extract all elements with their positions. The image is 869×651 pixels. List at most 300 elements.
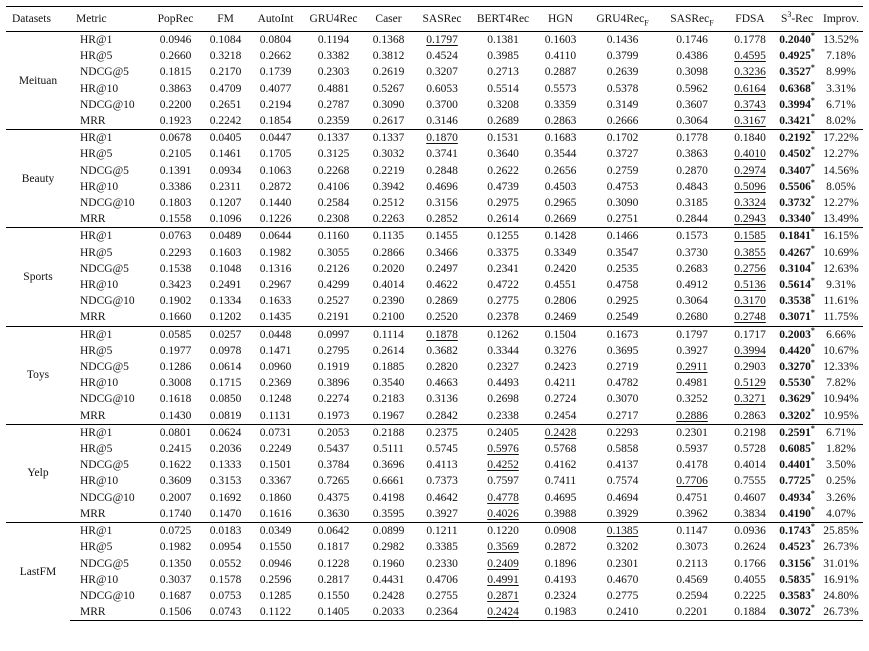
value-cell: 0.3863 — [159, 82, 192, 95]
value-cell: 0.2359 — [317, 115, 350, 128]
model-header — [303, 7, 364, 32]
table-row — [6, 32, 863, 49]
value-cell: 0.3834 — [734, 507, 766, 520]
value-cell: 0.0743 — [203, 604, 248, 621]
best-value-cell: 0.5614* — [779, 276, 815, 292]
improvement-cell: 7.18% — [826, 50, 856, 63]
metric-name: NDCG@5 — [80, 361, 129, 374]
value-cell: 0.2639 — [606, 66, 639, 79]
model-name: SASRec — [670, 13, 710, 25]
value-cell: 0.0946 — [259, 557, 292, 570]
table-row — [6, 179, 863, 195]
value-cell: 0.4193 — [544, 573, 577, 586]
value-cell: 0.2614 — [487, 213, 519, 226]
metric-name: HR@5 — [80, 541, 113, 554]
value-cell: 0.5267 — [372, 82, 405, 95]
table-row — [6, 211, 863, 228]
value-cell: 0.3799 — [606, 50, 639, 63]
value-cell: 0.3208 — [487, 98, 519, 111]
value-cell: 0.1817 — [317, 541, 350, 554]
value-cell: 0.3696 — [372, 459, 405, 472]
value-cell: 0.1778 — [659, 130, 725, 147]
value-cell: 0.2364 — [413, 604, 471, 621]
value-cell: 0.3218 — [209, 50, 242, 63]
value-cell: 0.1884 — [725, 604, 775, 621]
model-header — [586, 7, 659, 32]
value-cell: 0.4055 — [734, 573, 766, 586]
improvement-cell: 3.26% — [826, 491, 856, 504]
value-cell: 0.2007 — [159, 491, 192, 504]
second-best-value-cell: 0.1385 — [586, 523, 659, 540]
value-cell: 0.5378 — [606, 82, 639, 95]
value-cell: 0.3386 — [159, 180, 192, 193]
value-cell: 0.1286 — [159, 361, 192, 374]
improvement-cell: 10.67% — [823, 344, 859, 357]
value-cell: 0.0183 — [203, 523, 248, 540]
second-best-value-cell: 0.7706 — [676, 475, 708, 488]
value-cell: 0.0801 — [148, 424, 203, 441]
value-cell: 0.2887 — [544, 66, 577, 79]
best-value-cell: 0.2591* — [775, 424, 819, 441]
model-name: S — [780, 13, 788, 25]
value-cell: 0.2719 — [606, 361, 639, 374]
table-row — [6, 48, 863, 64]
value-cell: 0.2651 — [209, 98, 242, 111]
significance-star: * — [810, 63, 815, 73]
second-best-value-cell: 0.3855 — [734, 246, 766, 259]
value-cell: 0.0819 — [209, 409, 242, 422]
value-cell: 0.1436 — [606, 34, 639, 46]
best-value-cell: 0.7725* — [779, 472, 815, 488]
value-cell: 0.1618 — [159, 393, 192, 406]
value-cell: 0.2817 — [317, 573, 350, 586]
best-value-cell: 0.5835* — [779, 570, 815, 586]
model-header — [471, 7, 535, 32]
significance-star: * — [810, 276, 815, 286]
value-cell: 0.2624 — [734, 541, 766, 554]
significance-star: * — [810, 325, 815, 335]
value-cell: 0.2759 — [606, 164, 639, 177]
significance-star: * — [810, 194, 815, 204]
metric-name: MRR — [80, 311, 106, 324]
value-cell: 0.3153 — [209, 475, 242, 488]
value-cell: 0.1977 — [159, 344, 192, 357]
significance-star: * — [810, 31, 815, 41]
value-cell: 0.1766 — [734, 557, 766, 570]
value-cell: 0.4569 — [676, 573, 708, 586]
best-value-cell: 0.3407* — [779, 161, 815, 177]
value-cell: 0.1316 — [259, 262, 292, 275]
value-cell: 0.2619 — [372, 66, 405, 79]
value-cell: 0.1692 — [209, 491, 242, 504]
value-cell: 0.2965 — [544, 197, 577, 210]
metric-name: NDCG@10 — [80, 589, 135, 602]
value-cell: 0.2301 — [606, 557, 639, 570]
value-cell: 0.5514 — [487, 82, 519, 95]
value-cell: 0.4211 — [544, 377, 577, 390]
metric-name: NDCG@5 — [80, 164, 129, 177]
metric-name: NDCG@10 — [80, 295, 135, 308]
value-cell: 0.1538 — [159, 262, 192, 275]
value-cell: 0.2717 — [606, 409, 639, 422]
improv-header: Improv. — [819, 7, 863, 32]
value-cell: 0.4113 — [426, 459, 458, 472]
value-cell: 0.3609 — [159, 475, 192, 488]
metric-header: Metric — [70, 7, 148, 32]
best-value-cell: 0.3527* — [779, 63, 815, 79]
metric-name: NDCG@10 — [80, 393, 135, 406]
value-cell: 0.3929 — [606, 507, 639, 520]
value-cell: 0.2903 — [734, 361, 766, 374]
value-cell: 0.1440 — [259, 197, 292, 210]
significance-star: * — [810, 342, 815, 352]
model-header — [659, 7, 725, 32]
value-cell: 0.3359 — [544, 98, 577, 111]
improvement-cell: 9.31% — [826, 279, 856, 292]
value-cell: 0.3640 — [487, 148, 519, 161]
value-cell: 0.3156 — [426, 197, 458, 210]
value-cell: 0.1687 — [159, 589, 192, 602]
value-cell: 0.3942 — [372, 180, 405, 193]
value-cell: 0.3630 — [317, 507, 350, 520]
metric-name: MRR — [80, 507, 106, 520]
metric-name: MRR — [70, 604, 148, 621]
value-cell: 0.2925 — [606, 295, 639, 308]
value-cell: 0.3727 — [606, 148, 639, 161]
second-best-value-cell: 0.2974 — [734, 164, 766, 177]
value-cell: 0.1550 — [317, 589, 350, 602]
metric-name: HR@5 — [80, 443, 113, 456]
best-value-cell: 0.3340* — [779, 210, 815, 226]
table-row — [6, 391, 863, 407]
value-cell: 0.0899 — [364, 523, 413, 540]
value-cell: 0.1960 — [372, 557, 405, 570]
value-cell: 0.3008 — [159, 377, 192, 390]
value-cell: 0.3367 — [259, 475, 292, 488]
best-value-cell: 0.4267* — [779, 243, 815, 259]
value-cell: 0.1885 — [372, 361, 405, 374]
value-cell: 0.1391 — [159, 164, 192, 177]
metric-name: MRR — [80, 409, 106, 422]
value-cell: 0.3125 — [317, 148, 350, 161]
model-name: GRU4Rec — [309, 13, 358, 25]
value-cell: 0.4695 — [544, 491, 577, 504]
value-cell: 0.2755 — [426, 589, 458, 602]
improvement-cell: 17.22% — [819, 130, 863, 147]
value-cell: 0.0448 — [248, 326, 303, 343]
value-cell: 0.2549 — [606, 311, 639, 324]
value-cell: 0.4386 — [676, 50, 708, 63]
table-row — [6, 277, 863, 293]
dataset-name: LastFM — [6, 523, 70, 621]
improvement-cell: 16.91% — [823, 573, 859, 586]
value-cell: 0.1673 — [586, 326, 659, 343]
value-cell: 0.4694 — [606, 491, 639, 504]
value-cell: 0.2303 — [317, 66, 350, 79]
metric-name: HR@1 — [70, 326, 148, 343]
value-cell: 0.1084 — [209, 34, 242, 46]
value-cell: 0.2975 — [487, 197, 519, 210]
second-best-value-cell: 0.5096 — [734, 180, 766, 193]
table-row — [6, 195, 863, 211]
value-cell: 0.4162 — [544, 459, 577, 472]
value-cell: 0.2327 — [487, 361, 519, 374]
value-cell: 0.2698 — [487, 393, 519, 406]
value-cell: 0.4753 — [606, 180, 639, 193]
value-cell: 0.3607 — [676, 98, 708, 111]
value-cell: 0.1255 — [471, 228, 535, 245]
significance-star: * — [810, 587, 815, 597]
metric-name: MRR — [80, 115, 106, 128]
value-cell: 0.2191 — [317, 311, 350, 324]
value-cell: 0.1455 — [413, 228, 471, 245]
best-value-cell: 0.3202* — [779, 406, 815, 422]
value-cell: 0.1471 — [259, 344, 292, 357]
value-cell: 0.2105 — [159, 148, 192, 161]
value-cell: 0.1262 — [471, 326, 535, 343]
value-cell: 0.3682 — [426, 344, 458, 357]
value-cell: 0.3730 — [676, 246, 708, 259]
metric-name: NDCG@10 — [80, 491, 135, 504]
value-cell: 0.2100 — [372, 311, 405, 324]
significance-star: * — [810, 95, 815, 105]
value-cell: 0.2775 — [487, 295, 519, 308]
improvement-cell: 16.15% — [819, 228, 863, 245]
value-cell: 0.5111 — [373, 443, 404, 456]
model-name: AutoInt — [257, 13, 294, 25]
value-cell: 0.7373 — [426, 475, 458, 488]
value-cell: 0.1573 — [659, 228, 725, 245]
value-cell: 0.2469 — [544, 311, 577, 324]
value-cell: 0.4706 — [426, 573, 458, 586]
table-row — [6, 343, 863, 359]
model-header — [248, 7, 303, 32]
significance-star: * — [810, 554, 815, 564]
value-cell: 0.1558 — [159, 213, 192, 226]
table-row — [6, 539, 863, 555]
table-row — [6, 163, 863, 179]
significance-star: * — [810, 145, 815, 155]
significance-star: * — [810, 79, 815, 89]
table-row — [6, 228, 863, 245]
value-cell: 0.4642 — [426, 491, 458, 504]
value-cell: 0.1739 — [259, 66, 292, 79]
metric-name: HR@1 — [70, 523, 148, 540]
dataset-name: Sports — [6, 228, 70, 326]
value-cell: 0.1131 — [259, 409, 292, 422]
value-cell: 0.2225 — [734, 589, 766, 602]
value-cell: 0.2428 — [372, 589, 405, 602]
value-cell: 0.2614 — [372, 344, 405, 357]
value-cell: 0.2863 — [734, 409, 766, 422]
value-cell: 0.4014 — [372, 279, 405, 292]
value-cell: 0.1285 — [259, 589, 292, 602]
dataset-group — [6, 130, 863, 228]
metric-name: HR@10 — [80, 573, 119, 586]
metric-name: HR@10 — [80, 377, 119, 390]
dataset-group — [6, 326, 863, 424]
best-value-cell: 0.2040* — [779, 31, 815, 46]
value-cell: 0.2378 — [487, 311, 519, 324]
best-value-cell: 0.3072* — [775, 604, 819, 621]
value-cell: 0.1506 — [148, 604, 203, 621]
value-cell: 0.4696 — [426, 180, 458, 193]
improvement-cell: 6.71% — [826, 98, 856, 111]
second-best-value-cell: 0.3271 — [734, 393, 766, 406]
table-row — [6, 326, 863, 343]
value-cell: 0.2020 — [372, 262, 405, 275]
improvement-cell: 8.02% — [826, 115, 856, 128]
table-row — [6, 64, 863, 80]
value-cell: 0.1368 — [372, 34, 405, 46]
value-cell: 0.2274 — [317, 393, 350, 406]
value-cell: 0.5573 — [544, 82, 577, 95]
value-cell: 0.0349 — [248, 523, 303, 540]
significance-star: * — [810, 308, 815, 318]
improvement-cell: 11.75% — [823, 311, 859, 324]
value-cell: 0.0753 — [209, 589, 242, 602]
value-cell: 0.3090 — [606, 197, 639, 210]
table-row — [6, 375, 863, 391]
value-cell: 0.1248 — [259, 393, 292, 406]
value-cell: 0.0978 — [209, 344, 242, 357]
value-cell: 0.1461 — [209, 148, 242, 161]
significance-star: * — [810, 390, 815, 400]
value-cell: 0.2844 — [676, 213, 708, 226]
second-best-value-cell: 0.5129 — [734, 377, 766, 390]
improvement-cell: 12.27% — [823, 148, 859, 161]
best-value-cell: 0.2003* — [775, 326, 819, 343]
value-cell: 0.2375 — [413, 424, 471, 441]
value-cell: 0.1466 — [586, 228, 659, 245]
model-name-sub: F — [709, 18, 714, 28]
model-name-sub: F — [644, 18, 649, 28]
value-cell: 0.2848 — [426, 164, 458, 177]
value-cell: 0.1428 — [535, 228, 586, 245]
value-cell: 0.3349 — [544, 246, 577, 259]
value-cell: 0.1096 — [209, 213, 242, 226]
value-cell: 0.1902 — [159, 295, 192, 308]
metric-name: HR@1 — [70, 228, 148, 245]
value-cell: 0.0614 — [209, 361, 242, 374]
table-row — [6, 245, 863, 261]
significance-star: * — [810, 112, 815, 122]
value-cell: 0.1048 — [209, 262, 242, 275]
value-cell: 0.1815 — [159, 66, 192, 79]
value-cell: 0.3988 — [544, 507, 577, 520]
value-cell: 0.2308 — [317, 213, 350, 226]
value-cell: 0.3784 — [317, 459, 350, 472]
value-cell: 0.2263 — [372, 213, 405, 226]
value-cell: 0.4299 — [317, 279, 350, 292]
improvement-cell: 13.49% — [823, 213, 859, 226]
significance-star: * — [810, 472, 815, 482]
value-cell: 0.0725 — [148, 523, 203, 540]
value-cell: 0.4178 — [676, 459, 708, 472]
value-cell: 0.3962 — [676, 507, 708, 520]
best-value-cell: 0.3156* — [779, 554, 815, 570]
best-value-cell: 0.4934* — [779, 488, 815, 504]
value-cell: 0.2183 — [372, 393, 405, 406]
value-cell: 0.1160 — [303, 228, 364, 245]
value-cell: 0.3985 — [487, 50, 519, 63]
value-cell: 0.2249 — [259, 443, 292, 456]
value-cell: 0.2872 — [544, 541, 577, 554]
improvement-cell: 3.31% — [826, 82, 856, 95]
value-cell: 0.0960 — [259, 361, 292, 374]
significance-star: * — [810, 488, 815, 498]
value-cell: 0.2410 — [586, 604, 659, 621]
best-value-cell: 0.3538* — [779, 292, 815, 308]
value-cell: 0.1381 — [487, 34, 519, 46]
value-cell: 0.2201 — [659, 604, 725, 621]
table-row — [6, 113, 863, 130]
value-cell: 0.1919 — [317, 361, 350, 374]
value-cell: 0.3207 — [426, 66, 458, 79]
table-row — [6, 261, 863, 277]
value-cell: 0.2775 — [606, 589, 639, 602]
significance-star: * — [810, 406, 815, 416]
value-cell: 0.4722 — [487, 279, 519, 292]
value-cell: 0.2662 — [259, 50, 292, 63]
value-cell: 0.1715 — [209, 377, 242, 390]
value-cell: 0.1717 — [725, 326, 775, 343]
value-cell: 0.3276 — [544, 344, 577, 357]
significance-star: * — [810, 538, 815, 548]
second-best-value-cell: 0.3994 — [734, 344, 766, 357]
value-cell: 0.0552 — [209, 557, 242, 570]
value-cell: 0.2869 — [426, 295, 458, 308]
value-cell: 0.2660 — [159, 50, 192, 63]
value-cell: 0.0678 — [148, 130, 203, 147]
metric-name: HR@10 — [80, 180, 119, 193]
value-cell: 0.2751 — [606, 213, 639, 226]
value-cell: 0.3927 — [426, 507, 458, 520]
value-cell: 0.4709 — [209, 82, 242, 95]
improvement-cell: 4.07% — [826, 507, 856, 520]
value-cell: 0.2863 — [544, 115, 577, 128]
significance-star: * — [810, 260, 815, 270]
improvement-cell: 11.61% — [823, 295, 859, 308]
improvement-cell: 1.82% — [826, 443, 856, 456]
improvement-cell: 12.63% — [823, 262, 859, 275]
table-row — [6, 146, 863, 162]
value-cell: 0.6053 — [426, 82, 458, 95]
dataset-group — [6, 228, 863, 326]
value-cell: 0.3146 — [426, 115, 458, 128]
value-cell: 0.3070 — [606, 393, 639, 406]
significance-star: * — [810, 603, 815, 613]
value-cell: 0.1194 — [317, 34, 350, 46]
best-value-cell: 0.3994* — [779, 95, 815, 111]
dataset-name: Beauty — [6, 130, 70, 228]
value-cell: 0.1211 — [413, 523, 471, 540]
improvement-cell: 26.73% — [823, 541, 859, 554]
value-cell: 0.2170 — [209, 66, 242, 79]
model-header — [203, 7, 248, 32]
improvement-cell: 10.94% — [823, 393, 859, 406]
value-cell: 0.2194 — [259, 98, 292, 111]
metric-name: HR@5 — [80, 148, 113, 161]
improvement-cell: 31.01% — [823, 557, 859, 570]
improvement-cell: 25.85% — [819, 523, 863, 540]
second-best-value-cell: 0.2943 — [734, 213, 766, 226]
significance-star: * — [810, 424, 815, 434]
value-cell: 0.4758 — [606, 279, 639, 292]
value-cell: 0.6661 — [372, 475, 405, 488]
table-row — [6, 506, 863, 523]
value-cell: 0.2324 — [544, 589, 577, 602]
